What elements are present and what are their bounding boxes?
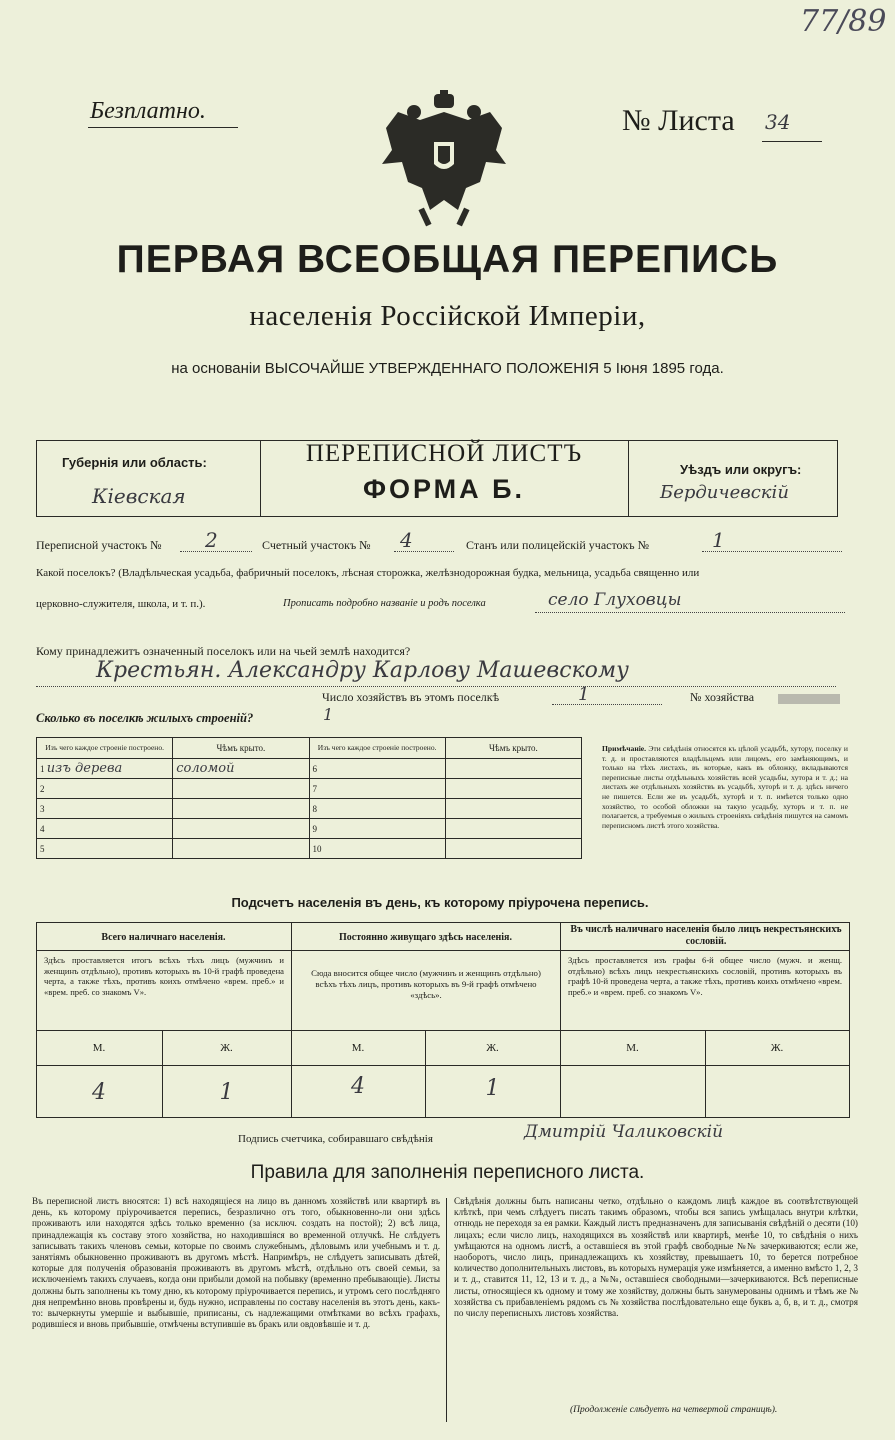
- rules-title: Правила для заполненія переписного листа.: [250, 1162, 645, 1183]
- col-roof-header: Чѣмъ крыто.: [173, 738, 309, 759]
- col1-m-value: 4: [92, 1080, 106, 1105]
- row-number: 4: [40, 823, 45, 834]
- table-row: [37, 779, 582, 799]
- census-district-label: Переписной участокъ №: [36, 538, 162, 552]
- col2-zh-value: 1: [485, 1076, 500, 1101]
- subtitle: населенія Россійской Имперіи,: [249, 300, 646, 332]
- row-number: 9: [312, 823, 317, 834]
- col-material-header-2: Изъ чего каждое строеніе построено.: [309, 738, 445, 759]
- count-col2-title: Постоянно живущаго здѣсь населенія.: [339, 932, 512, 943]
- table-row: [37, 839, 582, 859]
- material-value: изъ дерева: [46, 761, 123, 776]
- households-label: Число хозяйствъ въ этомъ поселкѣ: [322, 690, 500, 704]
- uezd-value: Бердичевскій: [660, 482, 789, 503]
- rules-continued: (Продолженіе слѣдуетъ на четвертой страницѣ).: [570, 1405, 778, 1415]
- row-number: 3: [40, 803, 45, 814]
- rules-left-text: Въ переписной листъ вносятся: 1) всѣ находящіеся на лицо въ данномъ хозяйствѣ или квартирѣ въ день, къ которому пріурочивается перепись, безразлично отъ того, обыкновенно-ли они здѣсь проживаютъ или находятся здѣсь только временно (за исключ. создать на постой); 2) всѣ лица, принадлежащія къ составу этого хозяйства, но находившіяся во временной отлучкѣ. Не слѣдуетъ записывать такихъ членовъ семьи, которые по своимъ служебнымъ, дѣловымъ или учебнымъ и т. д. занятіямъ обыкновенно проживаютъ въ другомъ мѣстѣ. Напримѣръ, не слѣдуетъ записывать дѣтей, которые для полученія образованія проживаютъ въ другомъ мѣстѣ, отдѣльно отъ своей семьи, за исключеніемъ такихъ случаевъ, когда они прибыли домой на побывку (временно пребывающіе). Листы должны быть заполнены къ тому дню, къ которому пріурочивается перепись, и утромъ сего послѣдняго дня непремѣнно вновь провѣрены и, будь нужно, исправлены по составу населенія въ этотъ день, какъ-то: вычеркнуты умершіе и выбывшіе, приписаны, съ надлежащими отмѣтками во всѣхъ графахъ, родившіеся и вновь прибывшіе, отмѣчены вступившіе въ бракъ или овдовѣвшіе и т. д.: [32, 1196, 440, 1330]
- row-number: 2: [40, 783, 45, 794]
- count-col1-title: Всего наличнаго населенія.: [101, 932, 226, 943]
- col2-m-header: М.: [351, 1042, 365, 1054]
- double-headed-eagle-emblem: [378, 90, 510, 230]
- counting-district-label: Счетный участокъ №: [262, 538, 371, 552]
- sheet-no-value: 34: [765, 110, 791, 134]
- note-text: Эти свѣдѣнія относятся къ цѣлой усадьбѣ, хутору, поселку и т. д. и проставляются владѣльцемъ или лицомъ, его замѣняющимъ, и только на тѣхъ листахъ, въ которые, какъ въ обложку, вкладываются переписные листы отдѣльныхъ хозяйствъ всей усадьбы, хутора и т. д.; на листахъ же отдѣльныхъ хозяйствъ въ усадьбѣ, хуторѣ и т. д. здѣсь ничего не пишется. Если же въ усадьбѣ, хуторѣ и т. п. имѣется только одно хозяйство, то особой обложки на такую усадьбу, хуторъ и т. п. не полагается, а требуемыя о жилыхъ строеніяхъ свѣдѣнія пишутся на самомъ переписномъ листѣ этого хозяйства.: [602, 744, 848, 830]
- col-roof-header-2: Чѣмъ крыто.: [445, 738, 581, 759]
- col3-m-header: М.: [626, 1042, 639, 1054]
- col-material-header: Изъ чего каждое строеніе построено.: [37, 738, 173, 759]
- stan-value: 1: [712, 528, 725, 552]
- row-number: 10: [312, 843, 322, 854]
- col1-m-header: М.: [92, 1042, 106, 1054]
- count-col3-title: Въ числѣ наличнаго населенія было лицъ некрестьянскихъ сословій.: [570, 924, 842, 947]
- settlement-question: Какой поселокъ? (Владѣльческая усадьба, фабричный поселокъ, лѣсная сторожка, желѣзнодорожная будка, мельница, усадьба священно или: [36, 567, 700, 579]
- buildings-note: [602, 744, 848, 830]
- households-value: 1: [578, 684, 590, 705]
- uezd-label: Уѣздъ или округъ:: [680, 462, 802, 477]
- archive-number-mark: 77/89: [800, 4, 887, 39]
- count-col1-text: Здѣсь проставляется итогъ всѣхъ тѣхъ лицъ (мужчинъ и женщинъ отдѣльно), противъ которыхъ въ 10-й графѣ проведена черта, а также тѣхъ, противъ коихъ отмѣчено «врем. преб.» и «врем. преб. со знакомъ V».: [44, 955, 284, 997]
- sheet-type: ПЕРЕПИСНОЙ ЛИСТЪ: [305, 440, 583, 467]
- row-number: 8: [312, 803, 317, 814]
- count-heading: Подсчетъ населенія въ день, къ которому пріурочена перепись.: [231, 895, 649, 910]
- table-row: [37, 819, 582, 839]
- counting-district-value: 4: [400, 528, 413, 552]
- settlement-instruction: Прописать подробно названіе и родъ поселка: [283, 598, 486, 609]
- col2-zh-header: Ж.: [486, 1042, 499, 1054]
- household-no-label: № хозяйства: [690, 690, 755, 704]
- buildings-label: Сколько въ поселкѣ жилыхъ строеній?: [36, 711, 254, 725]
- buildings-table: [36, 737, 582, 859]
- settlement-question-2: церковно-служителя, школа, и т. п.).: [36, 598, 206, 610]
- buildings-value: 1: [323, 705, 334, 724]
- col1-zh-header: Ж.: [220, 1042, 233, 1054]
- col1-zh-value: 1: [219, 1080, 234, 1105]
- col3-zh-header: Ж.: [770, 1042, 784, 1054]
- census-district-value: 2: [205, 528, 218, 552]
- row-number: 5: [40, 843, 45, 854]
- owner-value: Крестьян. Александру Карлову Машевскому: [96, 658, 629, 683]
- household-no-field: [778, 694, 840, 704]
- note-title: Примѣчаніе.: [602, 744, 647, 753]
- row-number: 1: [40, 764, 45, 774]
- signature-value: Дмитрій Чаликовскій: [524, 1122, 724, 1142]
- gubernia-label: Губернія или область:: [62, 455, 207, 470]
- owner-question: Кому принадлежитъ означенный поселокъ или на чьей землѣ находится?: [36, 644, 411, 658]
- main-title: ПЕРВАЯ ВСЕОБЩАЯ ПЕРЕПИСЬ: [116, 238, 779, 281]
- sheet-no-label: № Листа: [622, 104, 735, 137]
- basis-line: на основаніи ВЫСОЧАЙШЕ УТВЕРЖДЕННАГО ПОЛОЖЕНІЯ 5 Іюня 1895 года.: [171, 360, 724, 377]
- gubernia-value: Кіевская: [92, 484, 186, 508]
- signature-label: Подпись счетчика, собиравшаго свѣдѣнія: [238, 1133, 433, 1145]
- rules-right-text: Свѣдѣнія должны быть написаны четко, отдѣльно о каждомъ лицѣ каждое въ соотвѣтствующей клѣткѣ, при чемъ слѣдуетъ писать такимъ образомъ, чтобы вся запись умѣщалась внутри клѣтки, отнюдь не переходя за ея рамки. Каждый листъ предназначенъ для записыванія свѣдѣній о десяти (10) лицахъ; если число лицъ, находящихся въ хозяйствѣ или квартирѣ, менѣе 10, то свѣдѣнія о нихъ умѣщаются на одномъ листѣ, а оставшіеся въ этой графѣ свободные №№ зачеркиваются; если же, наоборотъ, число лицъ, принадлежащихъ къ хозяйству, превышаетъ 10, то берется потребное количество дополнительныхъ листовъ, въ которыхъ нумерація уже измѣняется, а именно вмѣсто 1, 2, 3 и т. д., ставится 11, 12, 13 и т. д., а №№, оставшіеся свободными—зачеркиваются. Всѣ переписные листы, относящіеся къ одному и тому же хозяйству, должны быть занумерованы однимъ и тѣмъ же № хозяйства съ прибавленіемъ рядомъ съ № хозяйства послѣдовательно еще буквъ а, б, в, и т. д., смотря по числу переписныхъ листовъ хозяйства.: [454, 1196, 858, 1319]
- count-col2-text: Сюда вносится общее число (мужчинъ и женщинъ отдѣльно) всѣхъ тѣхъ лицъ, противъ которыхъ въ 9-й графѣ отмѣчено «здѣсь».: [311, 968, 541, 1000]
- free-label: Безплатно.: [90, 98, 206, 124]
- count-col3-text: Здѣсь проставляется изъ графы 6-й общее число (мужч. и женщ. отдѣльно) всѣхъ лицъ некрестьянскихъ сословій, противъ которыхъ въ графѣ 10-й проведена черта, а также тѣхъ, противъ коихъ отмѣчено «врем. преб.» и «врем. преб. со знакомъ V».: [568, 955, 842, 997]
- row-number: 6: [312, 763, 317, 774]
- settlement-value: село Глуховцы: [548, 590, 682, 610]
- col2-m-value: 4: [351, 1074, 365, 1099]
- form-name: ФОРМА Б.: [362, 474, 526, 504]
- stan-label: Станъ или полицейскій участокъ №: [466, 538, 650, 552]
- row-number: 7: [312, 783, 317, 794]
- roof-value: соломой: [176, 761, 235, 776]
- table-row: [37, 759, 582, 779]
- table-row: [37, 799, 582, 819]
